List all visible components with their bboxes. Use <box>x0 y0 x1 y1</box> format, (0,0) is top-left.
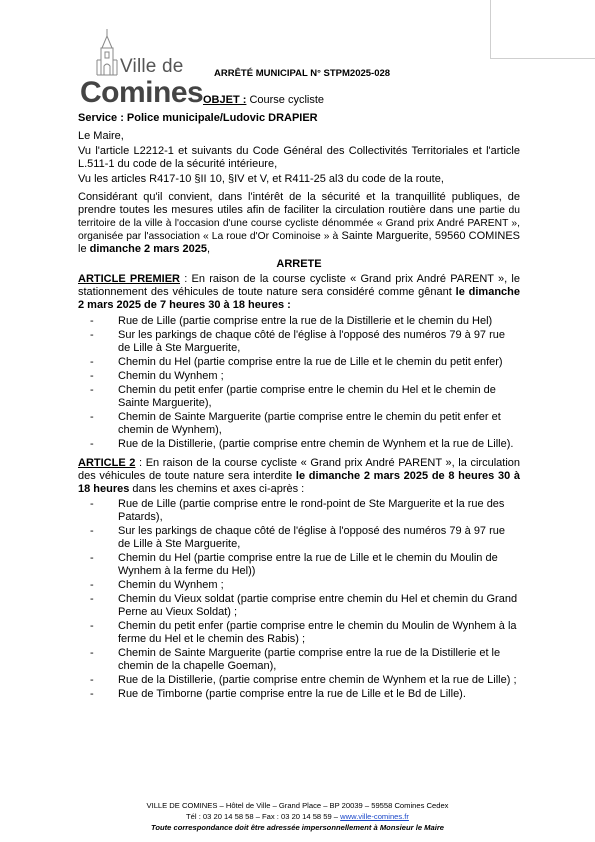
list-item: - Chemin de Sainte Marguerite (partie comprise entre la rue de la Distillerie et le chemin de la chapelle Goeman), <box>90 647 520 673</box>
article-2-list <box>78 498 520 701</box>
list-item: - Sur les parkings de chaque côté de l'église à l'opposé des numéros 79 à 97 rue de Lille à Ste Marguerite, <box>90 329 520 355</box>
city-logo <box>78 28 204 109</box>
article-1-label: ARTICLE PREMIER <box>78 273 181 285</box>
article-2-label: ARTICLE 2 <box>78 457 136 469</box>
footer-contact <box>70 811 525 822</box>
church-icon <box>95 28 119 76</box>
website-link[interactable]: www.ville-comines.fr <box>340 812 409 821</box>
document-title: ARRÊTÉ MUNICIPAL N° STPM2025-028 <box>214 68 391 79</box>
document-body <box>78 112 520 707</box>
list-item: - Chemin du Wynhem ; <box>90 370 520 383</box>
list-item: - Chemin du petit enfer (partie comprise entre le chemin du Moulin de Wynhem à la ferme du Hel et le chemin des Rabis) ; <box>90 620 520 646</box>
corner-stamp-box <box>490 0 595 59</box>
list-item: - Chemin du Hel (partie comprise entre la rue de Lille et le chemin du petit enfer) <box>90 356 520 369</box>
list-item: - Chemin du Wynhem ; <box>90 579 520 592</box>
considerant-date: dimanche 2 mars 2025 <box>89 243 208 255</box>
list-item: - Rue de la Distillerie, (partie comprise entre chemin de Wynhem et la rue de Lille). <box>90 438 520 451</box>
list-item: - Chemin du Hel (partie comprise entre la rue de Lille et le chemin du Moulin de Wynhem à la ferme du Hel)) <box>90 552 520 578</box>
vu-paragraph-2: Vu les articles R417-10 §II 10, §IV et V, et R411-25 al3 du code de la route, <box>78 173 444 185</box>
objet-label: OBJET : <box>203 94 247 106</box>
page-footer <box>70 800 525 833</box>
le-maire: Le Maire, <box>78 130 124 142</box>
logo-text-ville: Ville de <box>120 56 184 77</box>
objet-text: Course cycliste <box>246 94 325 106</box>
list-item: - Rue de Lille (partie comprise entre la rue de la Distillerie et le chemin du Hel) <box>90 315 520 328</box>
footer-address: VILLE DE COMINES – Hôtel de Ville – Grand Place – BP 20039 – 59558 Comines Cedex <box>146 801 449 810</box>
list-item: - Rue de la Distillerie, (partie comprise entre chemin de Wynhem et la rue de Lille) ; <box>90 674 520 687</box>
article-1 <box>78 273 520 312</box>
considerant-part1: Considérant qu'il convient, dans l'intérêt de la sécurité et la tranquillité publiques, de prendre toutes les mesures utiles afin de faciliter la circulation routière dans une <box>78 191 520 216</box>
list-item: - Rue de Timborne (partie comprise entre la rue de Lille et le Bd de Lille). <box>90 688 520 701</box>
footer-note: Toute correspondance doit être adressée impersonnellement à Monsieur le Maire <box>150 823 444 832</box>
list-item: - Sur les parkings de chaque côté de l'église à l'opposé des numéros 79 à 97 rue de Lille à Ste Marguerite, <box>90 525 520 551</box>
article-2-end: dans les chemins et axes ci-après : <box>129 483 305 495</box>
considerant-paragraph <box>78 191 520 256</box>
service-line: Service : Police municipale/Ludovic DRAPIER <box>78 112 318 124</box>
article-1-period: le dimanche 2 mars 2025 de 7 heures 30 à 18 heures <box>78 286 521 311</box>
article-1-text: : En raison de la course cycliste « Grand prix André PARENT », le stationnement des véhicules de toute nature sera considéré comme gênant <box>78 273 520 298</box>
article-2 <box>78 457 520 496</box>
considerant-end: , <box>207 243 211 255</box>
objet-line <box>203 94 324 106</box>
considerant-part3: Sainte Marguerite, 59560 COMINES le <box>78 230 521 255</box>
article-2-text: : En raison de la course cycliste « Grand prix André PARENT », la circulation des véhicules de toute nature sera interdite <box>78 457 520 482</box>
article-1-end: : <box>284 299 291 311</box>
article-1-list <box>78 315 520 451</box>
footer-phone-fax: Tél : 03 20 14 58 58 – Fax : 03 20 14 58 59 – <box>186 812 341 821</box>
list-item: - Chemin du Vieux soldat (partie comprise entre chemin du Hel et chemin du Grand Perne au Vieux Soldat) ; <box>90 593 520 619</box>
list-item: - Chemin du petit enfer (partie comprise entre le chemin du Hel et le chemin de Sainte Marguerite), <box>90 384 520 410</box>
list-item: - Rue de Lille (partie comprise entre le rond-point de Ste Marguerite et la rue des Patards), <box>90 498 520 524</box>
vu-paragraph-1: Vu l'article L2212-1 et suivants du Code Général des Collectivités Territoriales et l'article L.511-1 du code de la sécurité intérieure, <box>78 145 520 170</box>
logo-text-comines: Comines <box>80 76 204 109</box>
list-item: - Chemin de Sainte Marguerite (partie comprise entre le chemin du petit enfer et chemin de Wynhem), <box>90 411 520 437</box>
arrete-heading: ARRETE <box>276 258 322 270</box>
considerant-part2: partie du territoire de la ville à l'occasion d'une course cycliste dénommée « Grand prix André PARENT », organisée par l'association « La roue d'Or Cominoise » à <box>78 205 521 242</box>
article-2-period: le dimanche 2 mars 2025 de 8 heures 30 à 18 heures <box>78 470 520 495</box>
